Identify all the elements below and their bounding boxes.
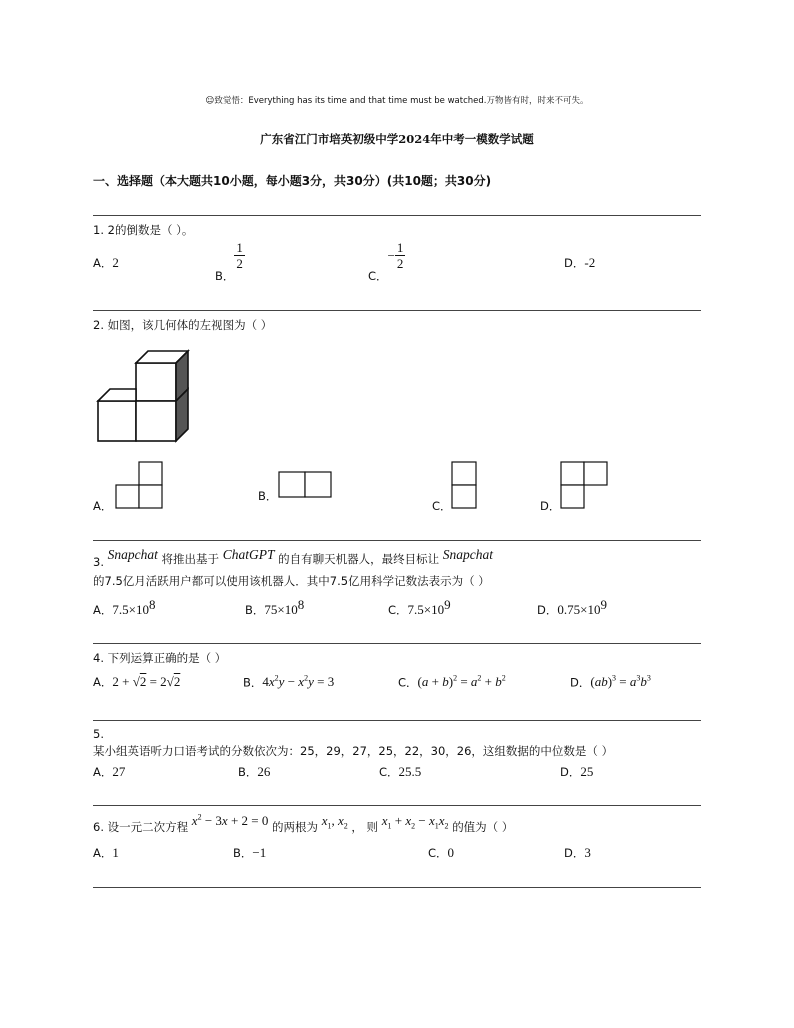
q2-option-c-figure (451, 461, 479, 511)
option-label: A． (93, 765, 113, 779)
exponent: 8 (148, 597, 156, 612)
numerator: 1 (396, 240, 404, 255)
expression: $4x^2y - x^2y = 3$ (262, 674, 335, 690)
option-label: D． (564, 846, 585, 860)
mantissa: 7.5×10 (112, 601, 149, 617)
option-label: D． (570, 675, 591, 690)
question-6-stem (93, 813, 513, 835)
mantissa: 7.5×10 (407, 601, 445, 617)
option-label: D． (537, 602, 558, 617)
question-number: 3. (93, 555, 104, 569)
equation: $x^2 - 3x + 2 = 0$ (191, 813, 269, 829)
option-value: 2 (112, 255, 119, 270)
option-value: 27 (112, 764, 126, 779)
exponent: 9 (600, 597, 607, 612)
q3-option-d (537, 597, 607, 618)
q5-option-c (379, 764, 421, 780)
q4-option-b (243, 674, 334, 690)
option-value: 3 (584, 845, 591, 860)
option-label: D． (564, 256, 585, 270)
q2-option-a-label: A． (93, 499, 113, 513)
option-label: B． (238, 765, 258, 779)
option-value: −1 (252, 845, 267, 860)
option-label: A． (93, 846, 113, 860)
stem-text: 的值为（ ） (452, 820, 514, 834)
fraction (234, 240, 245, 271)
stem-text: 6. 设一元二次方程 (93, 820, 189, 834)
q1-option-a (93, 255, 119, 271)
question-2-stem: 2. 如图，该几何体的左视图为（ ） (93, 318, 273, 332)
expression: 2 + √2 = 2√2 (112, 674, 181, 689)
mantissa: 0.75×10 (557, 601, 601, 617)
stem-text: 的自有聊天机器人，最终目标让 (278, 552, 440, 566)
expression: $(a + b)^2 = a^2 + b^2$ (417, 674, 506, 690)
cube-solid-figure (94, 347, 194, 445)
motto-line: ☺致觉悟：Everything has its time and that time must be watched.万物皆有时，时来不可失。 (205, 96, 589, 106)
exam-title: 广东省江门市培英初级中学2024年中考一模数学试题 (260, 132, 534, 146)
question-5-stem: 某小组英语听力口语考试的分数依次为：25，29，27，25，22，30，26，这组数据的中位数是（ ） (93, 744, 614, 758)
q2-option-a-figure (115, 461, 165, 511)
q5-option-b (238, 764, 270, 780)
brand-snapchat: Snapchat (442, 547, 494, 562)
divider (93, 805, 701, 806)
divider (93, 887, 701, 888)
question-3-stem (93, 547, 493, 569)
brand-chatgpt: ChatGPT (222, 547, 275, 562)
option-value: 25.5 (398, 764, 422, 779)
stem-text: 将推出基于 (161, 552, 220, 566)
fraction (395, 240, 406, 271)
option-label: C． (388, 602, 408, 617)
q4-option-d (570, 674, 651, 690)
q1-option-d (564, 255, 595, 271)
option-value: 1 (112, 845, 119, 860)
option-label: C． (398, 675, 418, 690)
denominator: 2 (396, 256, 404, 271)
divider (93, 215, 701, 216)
option-label: D． (560, 765, 581, 779)
divider (93, 310, 701, 311)
option-value: 25 (580, 764, 594, 779)
question-4-stem: 4. 下列运算正确的是（ ） (93, 651, 227, 665)
option-label: B． (215, 269, 235, 283)
denominator: 2 (236, 256, 243, 271)
section-heading: 一、选择题（本大题共10小题，每小题3分，共30分）(共10题；共30分) (93, 174, 492, 188)
q3-option-c (388, 597, 451, 618)
question-3-stem-line2: 的7.5亿月活跃用户都可以使用该机器人．其中7.5亿用科学记数法表示为（ ） (93, 574, 490, 588)
stem-text: 的两根为 (272, 820, 319, 834)
brand-snapchat: Snapchat (107, 547, 158, 562)
q5-option-d (560, 764, 593, 780)
q3-option-b (245, 597, 304, 618)
stem-text: ， 则 (351, 820, 379, 834)
exponent: 9 (444, 597, 451, 612)
q5-option-a (93, 764, 125, 780)
q3-option-a (93, 597, 155, 618)
q6-option-d (564, 845, 591, 861)
q2-option-b-figure (278, 470, 334, 500)
numerator: 1 (236, 240, 243, 255)
roots: $x_1$, $x_2$ (321, 813, 348, 831)
q4-option-c (398, 674, 506, 690)
minus-sign: − (387, 248, 395, 263)
q1-option-c (368, 240, 405, 284)
q6-option-c (428, 845, 454, 861)
option-label: A． (93, 256, 113, 270)
divider (93, 643, 701, 644)
q2-option-b-label: B． (258, 489, 278, 503)
q6-option-a (93, 845, 119, 861)
mantissa: 75×10 (264, 601, 298, 617)
exponent: 8 (297, 597, 305, 612)
option-label: B． (245, 602, 265, 617)
option-value: 26 (257, 764, 271, 779)
option-label: C． (379, 765, 399, 779)
option-label: C． (428, 846, 448, 860)
divider (93, 540, 701, 541)
option-label: A． (93, 602, 113, 617)
option-value: 0 (447, 845, 455, 860)
q4-option-a (93, 674, 180, 690)
option-label: A． (93, 675, 113, 689)
q2-option-d-label: D． (540, 499, 561, 513)
question-1-stem: 1. 2的倒数是（ ）。 (93, 223, 194, 237)
divider (93, 720, 701, 721)
q2-option-d-figure (560, 461, 610, 511)
question-5-number: 5. (93, 727, 104, 741)
option-label: B． (233, 846, 253, 860)
expression: $x_1 + x_2 - x_1x_2$ (381, 813, 449, 831)
option-value: -2 (584, 255, 596, 270)
q6-option-b (233, 845, 266, 861)
q1-option-b (215, 240, 245, 284)
option-label: C． (368, 269, 388, 283)
option-label: B． (243, 675, 263, 690)
q2-option-c-label: C． (432, 499, 452, 513)
expression: $(ab)^3 = a^3b^3$ (590, 674, 651, 690)
